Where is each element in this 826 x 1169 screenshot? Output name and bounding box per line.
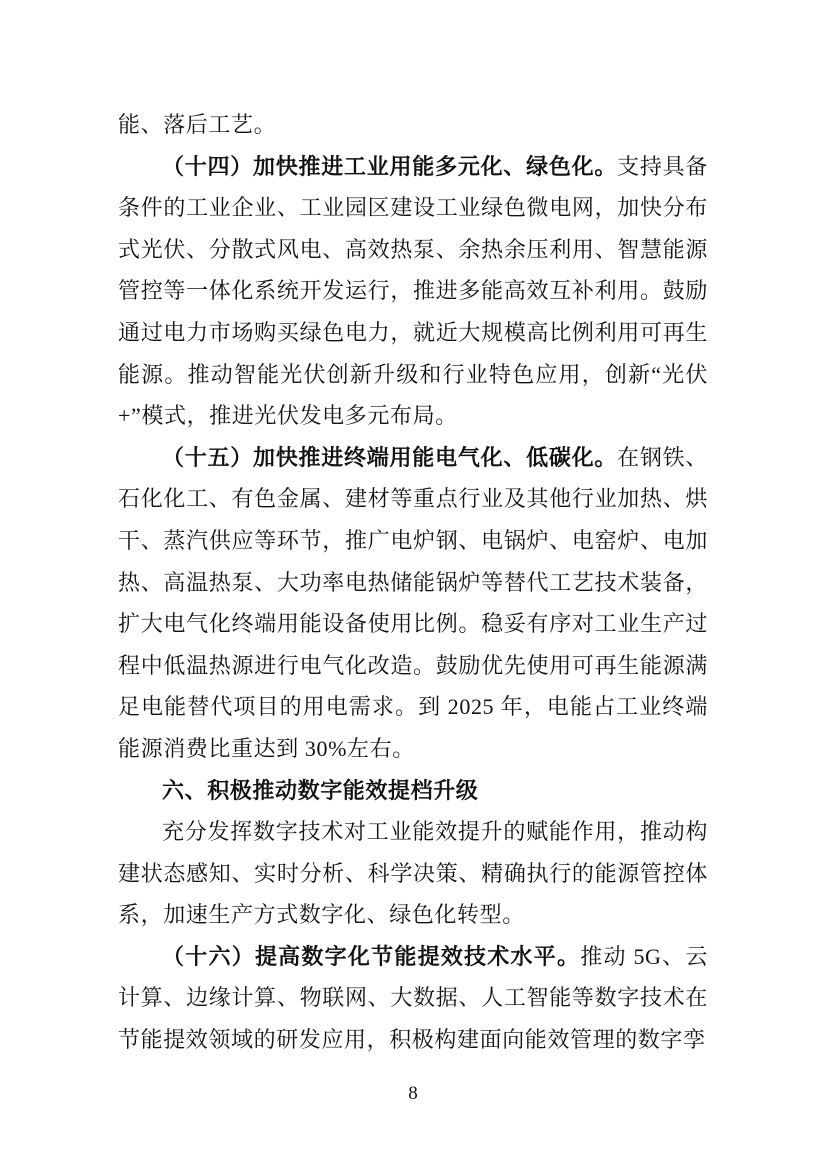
paragraph-lead: 六、积极推动数字能效提档升级	[162, 777, 479, 803]
paragraph-lead: （十四）加快推进工业用能多元化、绿色化。	[162, 153, 618, 179]
paragraph-text: 支持具备条件的工业企业、工业园区建设工业绿色微电网，加快分布式光伏、分散式风电、高效热泵、余热余压利用、智慧能源管控等一体化系统开发运行，推进多能高效互补利用。鼓励通过电力市场购买绿色电力，就近大规模高比例利用可再生能源。推动智能光伏创新升级和行业特色应用，创新“光伏+”模式，推进光伏发电多元布局。	[118, 153, 708, 429]
paragraph-lead: （十五）加快推进终端用能电气化、低碳化。	[162, 444, 618, 470]
paragraph	[118, 437, 708, 770]
paragraph-text: 充分发挥数字技术对工业能效提升的赋能作用，推动构建状态感知、实时分析、科学决策、精确执行的能源管控体系，加速生产方式数字化、绿色化转型。	[118, 819, 708, 928]
paragraph	[118, 936, 708, 1061]
section-heading	[118, 770, 708, 812]
page-number: 8	[408, 1083, 418, 1104]
paragraph	[118, 104, 708, 146]
paragraph	[118, 811, 708, 936]
paragraph-text: 能、落后工艺。	[118, 112, 277, 137]
document-body	[118, 104, 708, 1061]
paragraph-text: 在钢铁、石化化工、有色金属、建材等重点行业及其他行业加热、烘干、蒸汽供应等环节，推广电炉钢、电锅炉、电窑炉、电加热、高温热泵、大功率电热储能锅炉等替代工艺技术装备，扩大电气化终端用能设备使用比例。稳妥有序对工业生产过程中低温热源进行电气化改造。鼓励优先使用可再生能源满足电能替代项目的用电需求。到 2025 年，电能占工业终端能源消费比重达到 30%左右。	[118, 444, 708, 761]
paragraph-lead: （十六）提高数字化节能提效技术水平。	[162, 943, 581, 969]
paragraph	[118, 146, 708, 437]
paragraph-text: 推动 5G、云计算、边缘计算、物联网、大数据、人工智能等数字技术在节能提效领域的研发应用，积极构建面向能效管理的数字孪	[118, 943, 708, 1053]
